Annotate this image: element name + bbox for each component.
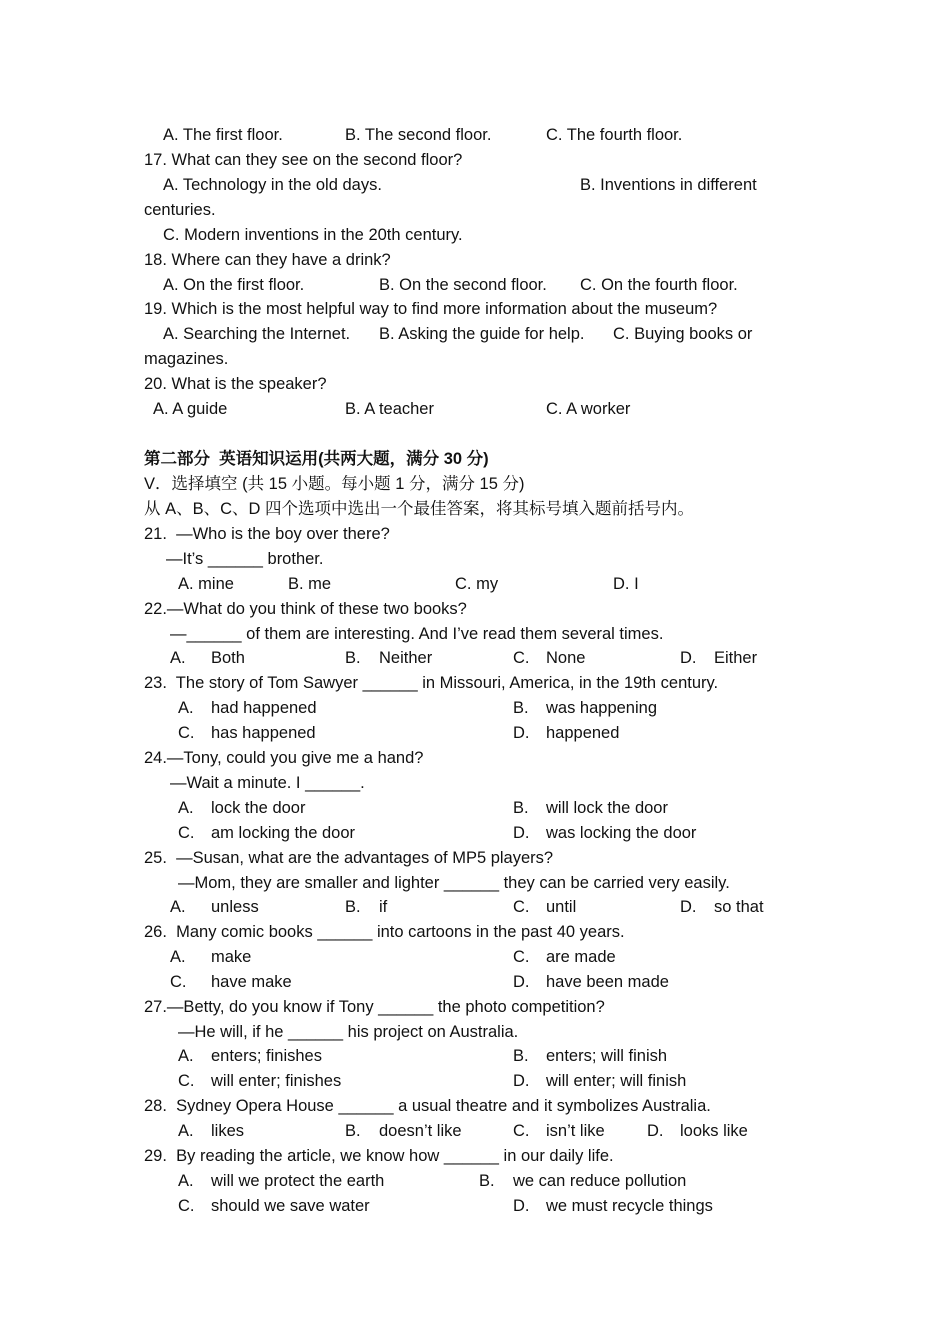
q21-option-c: C. my [455,575,499,593]
q22-option-c: None [546,649,586,667]
q17-option-c: C. Modern inventions in the 20th century. [163,226,463,244]
q26-option-b: are made [546,948,616,966]
q18-stem: 18. Where can they have a drink? [144,251,391,269]
q16-option-b: B. The second floor. [345,126,492,144]
q26-stem: 26. Many comic books ______ into cartoons in the past 40 years. [144,923,625,941]
q29-stem: 29. By reading the article, we know how ______ in our daily life. [144,1147,614,1165]
q27-option-d-letter: D. [513,1072,530,1090]
q22-stem: 22.—What do you think of these two books? [144,600,467,618]
q25-option-d: so that [714,898,764,916]
q29-option-d-letter: D. [513,1197,530,1215]
q29-option-a: will we protect the earth [211,1172,385,1190]
q26-option-b-letter: C. [513,948,530,966]
q28-option-b: doesn’t like [379,1122,462,1140]
q29-option-d: we must recycle things [546,1197,713,1215]
q22-option-a-letter: A. [170,649,186,667]
q23-option-b-letter: B. [513,699,529,717]
q26-option-c-letter: C. [170,973,187,991]
q23-stem: 23. The story of Tom Sawyer ______ in Missouri, America, in the 19th century. [144,674,719,692]
q18-option-c: C. On the fourth floor. [580,276,738,294]
q19-option-c: C. Buying books or [613,325,753,343]
q25-reply: —Mom, they are smaller and lighter ______ they can be carried very easily. [178,874,730,892]
q20-option-c: C. A worker [546,400,631,418]
q28-option-d: looks like [680,1122,748,1140]
q21-option-a: A. mine [178,575,234,593]
q29-option-c-letter: C. [178,1197,195,1215]
q27-option-b: enters; will finish [546,1047,668,1065]
q29-option-a-letter: A. [178,1172,194,1190]
q20-stem: 20. What is the speaker? [144,375,327,393]
q17-option-b-continued: centuries. [144,201,216,219]
q23-option-d-letter: D. [513,724,530,742]
q23-option-b: was happening [546,699,658,717]
q19-option-c-continued: magazines. [144,350,229,368]
section-v-instruction: 从 A、B、C、D 四个选项中选出一个最佳答案，将其标号填入题前括号内。 [144,500,695,518]
q19-option-b: B. Asking the guide for help. [379,325,585,343]
q21-stem: 21. —Who is the boy over there? [144,525,390,543]
q19-option-a: A. Searching the Internet. [163,325,351,343]
q16-option-c: C. The fourth floor. [546,126,683,144]
q20-option-a: A. A guide [153,400,228,418]
q19-stem: 19. Which is the most helpful way to find more information about the museum? [144,300,718,318]
q25-option-b-letter: B. [345,898,361,916]
q26-option-d: have been made [546,973,669,991]
q24-option-b: will lock the door [546,799,668,817]
q26-option-c: have make [211,973,292,991]
q29-option-c: should we save water [211,1197,370,1215]
q17-option-a: A. Technology in the old days. [163,176,382,194]
q23-option-c-letter: C. [178,724,195,742]
q21-option-b: B. me [288,575,332,593]
q27-stem: 27.—Betty, do you know if Tony ______ the photo competition? [144,998,605,1016]
q25-option-b: if [379,898,388,916]
q22-option-d-letter: D. [680,649,697,667]
q23-option-a: had happened [211,699,317,717]
q25-stem: 25. —Susan, what are the advantages of MP5 players? [144,849,554,867]
q27-option-a: enters; finishes [211,1047,322,1065]
q25-option-c: until [546,898,577,916]
q22-reply: —______ of them are interesting. And I’ve read them several times. [170,625,664,643]
q25-option-a-letter: A. [170,898,186,916]
q22-option-c-letter: C. [513,649,530,667]
q28-option-c-letter: C. [513,1122,530,1140]
q22-option-a: Both [211,649,245,667]
part2-heading: 第二部分 英语知识运用(共两大题，满分 30 分) [144,450,489,468]
q18-option-b: B. On the second floor. [379,276,547,294]
q26-option-a-letter: A. [170,948,186,966]
q22-option-b: Neither [379,649,433,667]
q27-option-d: will enter; will finish [546,1072,687,1090]
q24-stem: 24.—Tony, could you give me a hand? [144,749,424,767]
q25-option-d-letter: D. [680,898,697,916]
q24-reply: —Wait a minute. I ______. [170,774,365,792]
q16-option-a: A. The first floor. [163,126,283,144]
q24-option-c: am locking the door [211,824,355,842]
q23-option-a-letter: A. [178,699,194,717]
q18-option-a: A. On the first floor. [163,276,305,294]
q29-option-b: we can reduce pollution [513,1172,687,1190]
q17-option-b: B. Inventions in different [580,176,757,194]
q24-option-c-letter: C. [178,824,195,842]
q27-option-a-letter: A. [178,1047,194,1065]
q22-option-b-letter: B. [345,649,361,667]
q28-option-d-letter: D. [647,1122,664,1140]
section-v-heading: V．选择填空 (共 15 小题。每小题 1 分，满分 15 分) [144,475,525,493]
q24-option-d-letter: D. [513,824,530,842]
q21-option-d: D. I [613,575,639,593]
q24-option-a-letter: A. [178,799,194,817]
q21-reply: —It’s ______ brother. [166,550,324,568]
q26-option-d-letter: D. [513,973,530,991]
q27-reply: —He will, if he ______ his project on Australia. [178,1023,519,1041]
q27-option-c: will enter; finishes [211,1072,342,1090]
q24-option-d: was locking the door [546,824,697,842]
q26-option-a: make [211,948,252,966]
q27-option-c-letter: C. [178,1072,195,1090]
q23-option-d: happened [546,724,620,742]
q25-option-a: unless [211,898,259,916]
q28-option-a: likes [211,1122,245,1140]
q17-stem: 17. What can they see on the second floor? [144,151,463,169]
q28-stem: 28. Sydney Opera House ______ a usual theatre and it symbolizes Australia. [144,1097,711,1115]
q24-option-a: lock the door [211,799,306,817]
q28-option-a-letter: A. [178,1122,194,1140]
q25-option-c-letter: C. [513,898,530,916]
q28-option-c: isn’t like [546,1122,605,1140]
q20-option-b: B. A teacher [345,400,434,418]
q27-option-b-letter: B. [513,1047,529,1065]
q22-option-d: Either [714,649,758,667]
q28-option-b-letter: B. [345,1122,361,1140]
q23-option-c: has happened [211,724,316,742]
q29-option-b-letter: B. [479,1172,495,1190]
q24-option-b-letter: B. [513,799,529,817]
